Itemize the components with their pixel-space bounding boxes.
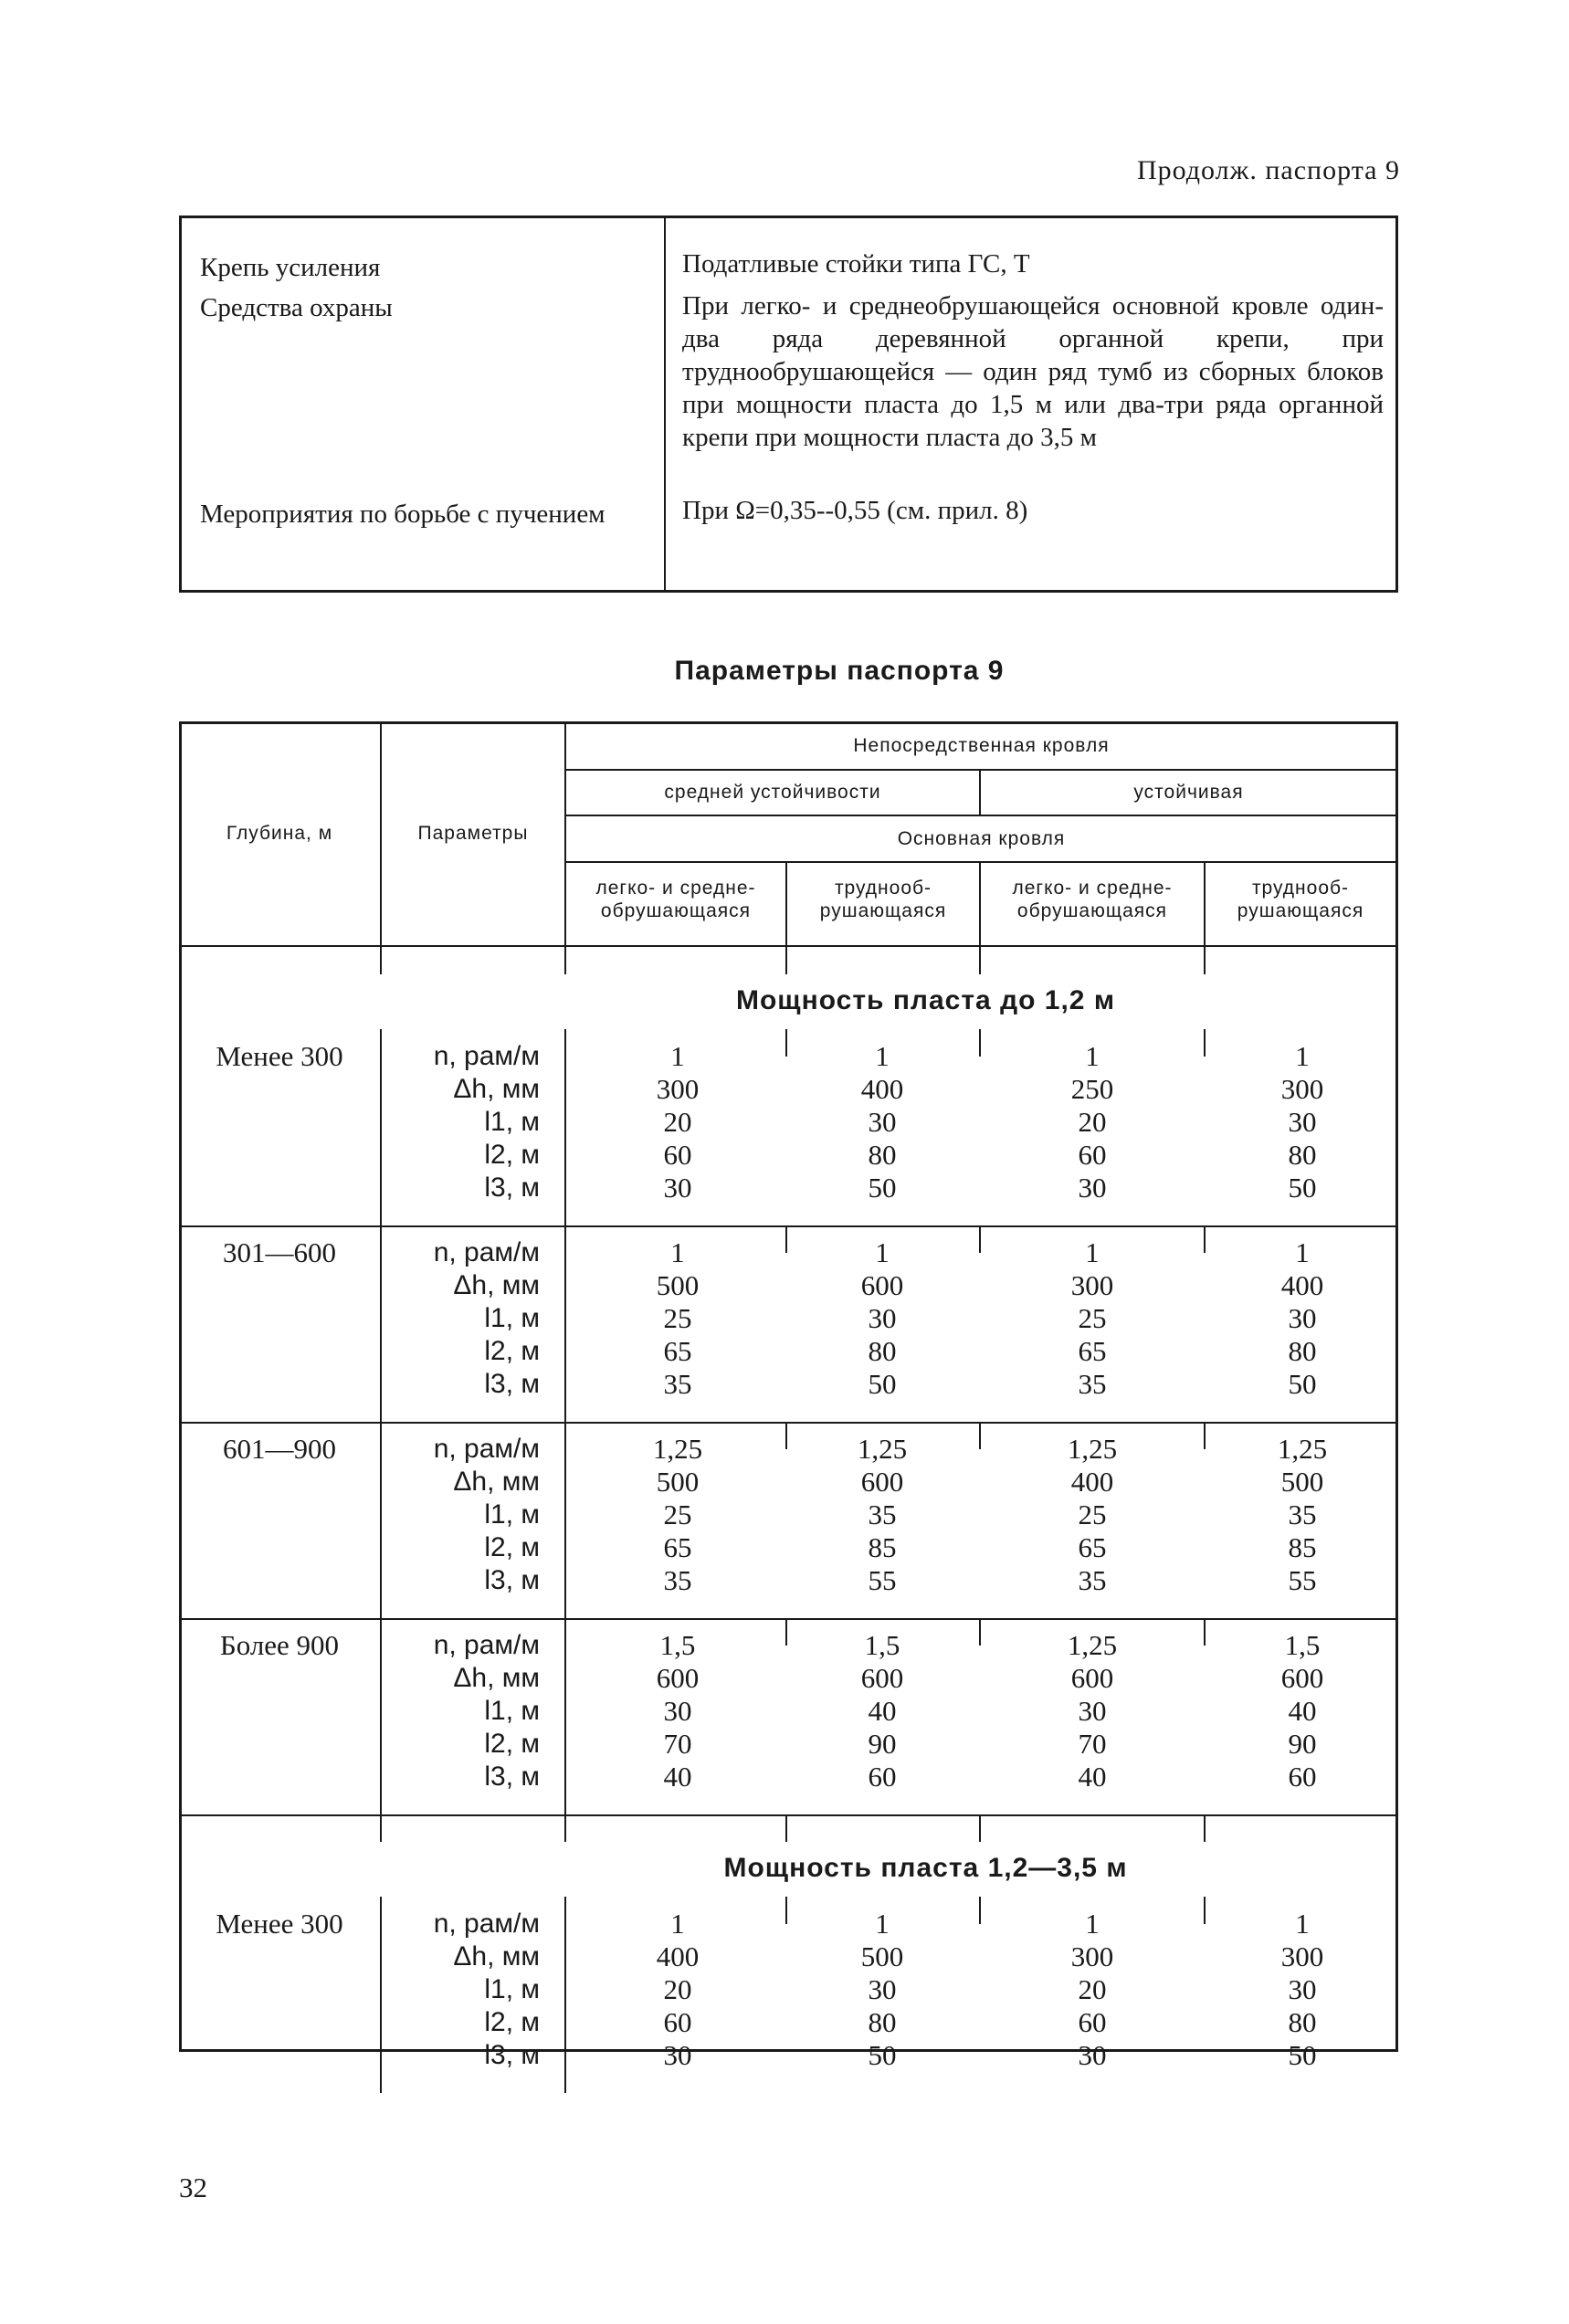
value-cell: 30: [1288, 1106, 1317, 1138]
value-tick: [979, 1618, 981, 1646]
value-tick: [1204, 1225, 1206, 1253]
value-cell: 400: [860, 1073, 904, 1105]
value-column: [586, 1040, 769, 1204]
value-cell: 60: [1288, 1761, 1317, 1793]
value-tick: [785, 1897, 787, 1924]
param-label: l3, м: [484, 2040, 540, 2070]
param-label: l1, м: [484, 1696, 540, 1726]
group-divider: [179, 1422, 1398, 1424]
value-column: [1211, 1908, 1394, 2072]
param-label: n, рам/м: [433, 1237, 540, 1267]
value-cell: 50: [868, 1368, 897, 1400]
value-cell: 80: [1288, 2006, 1317, 2038]
value-column: [1001, 1433, 1184, 1597]
param-cell: [375, 1236, 540, 1401]
depth-cell: Более 900: [219, 1629, 340, 1661]
value-column: [791, 1629, 974, 1793]
value-cell: 80: [1288, 1139, 1317, 1171]
param-cell: [375, 1908, 540, 2072]
value-cell: 1: [1295, 1040, 1310, 1072]
param-label: n, рам/м: [433, 1630, 540, 1660]
col-depth-header: Глубина, м: [226, 823, 333, 844]
param-label: l2, м: [484, 1336, 540, 1366]
value-cell: 60: [1078, 1139, 1107, 1171]
value-column: [1001, 1629, 1184, 1793]
depth-divider: [380, 1225, 382, 1422]
value-tick: [785, 1618, 787, 1646]
section-title: Мощность пласта 1,2—3,5 м: [723, 1853, 1128, 1883]
value-cell: 1: [670, 1236, 685, 1268]
section-stub: [564, 1814, 566, 1842]
sub-col-header: легко- и средне-обрушающаяся: [1012, 878, 1173, 921]
value-cell: 30: [1078, 2039, 1107, 2071]
medium-stability-header: средней устойчивости: [664, 782, 881, 803]
value-cell: 1: [875, 1236, 890, 1268]
column-divider: [664, 218, 666, 590]
row-value-protection: При легко- и среднеобрушающейся основной кровле один-два ряда деревянной органной крепи, при труднообрушающейся — один ряд тумб из сборных блоков при мощности пласта до 1,5 м или два-три ряда органной крепи при мощности пласта до 3,5 м: [682, 291, 1384, 452]
row-label-heaving: Мероприятия по борьбе с пучением: [200, 500, 605, 529]
value-column: [791, 1040, 974, 1204]
depth-cell: 601—900: [223, 1433, 336, 1465]
section-stub: [1204, 1814, 1206, 1842]
value-tick: [785, 1029, 787, 1057]
value-cell: 30: [663, 1695, 692, 1727]
param-label: l3, м: [484, 1369, 540, 1399]
param-label: l2, м: [484, 2007, 540, 2037]
param-label: l3, м: [484, 1173, 540, 1203]
value-cell: 600: [1070, 1662, 1114, 1694]
value-cell: 25: [663, 1302, 692, 1334]
section-stub: [380, 1814, 382, 1842]
group-divider: [179, 1814, 1398, 1816]
value-column: [586, 1236, 769, 1401]
value-cell: 40: [868, 1695, 897, 1727]
param-label: l1, м: [484, 1499, 540, 1530]
value-cell: 85: [868, 1531, 897, 1563]
value-cell: 600: [1280, 1662, 1324, 1694]
value-cell: 80: [868, 1139, 897, 1171]
param-label: Δh, мм: [453, 1467, 540, 1497]
value-cell: 300: [1280, 1073, 1324, 1105]
value-cell: 20: [663, 1973, 692, 2005]
value-cell: 20: [1078, 1106, 1107, 1138]
value-tick: [785, 1225, 787, 1253]
depth-cell: Менее 300: [216, 1040, 343, 1072]
section-stub: [785, 1814, 787, 1842]
value-cell: 1: [670, 1908, 685, 1940]
value-cell: 60: [1078, 2006, 1107, 2038]
sub-col-header: труднооб-рушающаяся: [1237, 878, 1364, 921]
value-tick: [785, 1422, 787, 1449]
value-cell: 1,5: [659, 1629, 696, 1661]
immediate-roof-header: Непосредственная кровля: [853, 735, 1110, 756]
value-cell: 250: [1070, 1073, 1114, 1105]
value-cell: 50: [1288, 1172, 1317, 1204]
depth-cell: 301—600: [223, 1236, 336, 1268]
value-cell: 500: [1280, 1466, 1324, 1498]
value-cell: 65: [1078, 1335, 1107, 1367]
section-stub: [564, 947, 566, 974]
value-cell: 1,25: [857, 1433, 908, 1465]
sub-col-header: труднооб-рушающаяся: [819, 878, 947, 921]
value-cell: 50: [868, 1172, 897, 1204]
value-cell: 1: [670, 1040, 685, 1072]
value-cell: 300: [656, 1073, 700, 1105]
params-divider: [564, 1618, 566, 1814]
value-cell: 1,25: [652, 1433, 703, 1465]
value-cell: 80: [868, 1335, 897, 1367]
row-value-heaving: При Ω=0,35--0,55 (см. прил. 8): [682, 496, 1028, 525]
value-cell: 25: [1078, 1499, 1107, 1530]
value-column: [791, 1908, 974, 2072]
value-cell: 35: [1078, 1564, 1107, 1596]
value-cell: 600: [860, 1662, 904, 1694]
param-label: l2, м: [484, 1729, 540, 1759]
value-cell: 40: [663, 1761, 692, 1793]
border-top: [179, 721, 1398, 724]
value-column: [1001, 1040, 1184, 1204]
param-label: l2, м: [484, 1140, 540, 1170]
value-cell: 400: [1070, 1466, 1114, 1498]
value-cell: 300: [1070, 1269, 1114, 1301]
value-cell: 400: [656, 1940, 700, 1972]
value-cell: 30: [663, 1172, 692, 1204]
section-stub: [979, 1814, 981, 1842]
value-cell: 1: [1085, 1040, 1100, 1072]
param-label: l3, м: [484, 1565, 540, 1595]
value-column: [1211, 1236, 1394, 1401]
param-label: n, рам/м: [433, 1434, 540, 1464]
section-stub: [380, 947, 382, 974]
value-cell: 70: [663, 1728, 692, 1760]
value-cell: 500: [656, 1466, 700, 1498]
value-cell: 20: [1078, 1973, 1107, 2005]
value-tick: [1204, 1618, 1206, 1646]
value-cell: 20: [663, 1106, 692, 1138]
value-cell: 1,25: [1067, 1433, 1118, 1465]
section-stub: [1204, 947, 1206, 974]
value-cell: 600: [656, 1662, 700, 1694]
value-cell: 25: [1078, 1302, 1107, 1334]
param-cell: [375, 1629, 540, 1793]
value-column: [1211, 1040, 1394, 1204]
value-tick: [1204, 1897, 1206, 1924]
depth-divider: [380, 1422, 382, 1618]
main-roof-header: Основная кровля: [897, 828, 1066, 849]
value-column: [791, 1433, 974, 1597]
params-divider: [564, 1225, 566, 1422]
header-line-3: [564, 861, 1398, 863]
value-tick: [1204, 1422, 1206, 1449]
value-cell: 85: [1288, 1531, 1317, 1563]
value-cell: 1: [1085, 1236, 1100, 1268]
row-label-protection: Средства охраны: [200, 293, 393, 322]
value-cell: 1: [875, 1908, 890, 1940]
header-divider-sub3: [1204, 863, 1206, 947]
value-cell: 80: [868, 2006, 897, 2038]
value-cell: 35: [1288, 1499, 1317, 1530]
param-label: Δh, мм: [453, 1941, 540, 1972]
value-cell: 25: [663, 1499, 692, 1530]
value-tick: [979, 1225, 981, 1253]
param-label: l1, м: [484, 1107, 540, 1137]
value-cell: 35: [663, 1368, 692, 1400]
value-cell: 40: [1078, 1761, 1107, 1793]
value-cell: 90: [1288, 1728, 1317, 1760]
row-value-reinforcement: Податливые стойки типа ГС, Т: [682, 249, 1030, 279]
header-line-1: [564, 769, 1398, 771]
value-cell: 65: [663, 1531, 692, 1563]
value-cell: 1: [1295, 1908, 1310, 1940]
value-cell: 60: [868, 1761, 897, 1793]
header-divider-sub2: [979, 863, 981, 947]
value-cell: 30: [1078, 1695, 1107, 1727]
sub-col-header: легко- и средне-обрушающаяся: [595, 878, 756, 921]
value-cell: 70: [1078, 1728, 1107, 1760]
section-stub: [979, 947, 981, 974]
value-cell: 60: [663, 1139, 692, 1171]
value-cell: 1,25: [1067, 1629, 1118, 1661]
param-cell: [375, 1040, 540, 1204]
param-label: Δh, мм: [453, 1074, 540, 1104]
page-number: 32: [179, 2172, 207, 2203]
header-line-2: [564, 815, 1398, 816]
table-title: Параметры паспорта 9: [674, 656, 1005, 686]
value-cell: 80: [1288, 1335, 1317, 1367]
value-cell: 90: [868, 1728, 897, 1760]
group-divider: [179, 1618, 1398, 1620]
value-cell: 1,5: [864, 1629, 900, 1661]
section-stub: [785, 947, 787, 974]
value-cell: 30: [1078, 1172, 1107, 1204]
value-cell: 35: [1078, 1368, 1107, 1400]
value-cell: 35: [663, 1564, 692, 1596]
group-divider: [179, 1225, 1398, 1227]
value-column: [1211, 1433, 1394, 1597]
depth-cell: Менее 300: [216, 1908, 343, 1940]
param-label: n, рам/м: [433, 1041, 540, 1071]
param-label: l1, м: [484, 1303, 540, 1333]
value-column: [1211, 1629, 1394, 1793]
value-cell: 300: [1280, 1940, 1324, 1972]
value-cell: 30: [868, 1106, 897, 1138]
value-column: [1001, 1236, 1184, 1401]
header-divider-sub1: [785, 863, 787, 947]
value-cell: 600: [860, 1269, 904, 1301]
value-column: [586, 1629, 769, 1793]
value-tick: [979, 1029, 981, 1057]
params-divider: [564, 1422, 566, 1618]
value-cell: 50: [1288, 1368, 1317, 1400]
param-label: Δh, мм: [453, 1663, 540, 1693]
value-cell: 30: [868, 1302, 897, 1334]
value-cell: 500: [656, 1269, 700, 1301]
value-cell: 30: [1288, 1973, 1317, 2005]
value-cell: 500: [860, 1940, 904, 1972]
params-divider: [564, 1897, 566, 2093]
depth-divider: [380, 1029, 382, 1225]
value-cell: 65: [663, 1335, 692, 1367]
value-cell: 1: [1295, 1236, 1310, 1268]
value-cell: 30: [1288, 1302, 1317, 1334]
value-cell: 1,5: [1284, 1629, 1321, 1661]
param-label: l2, м: [484, 1532, 540, 1562]
value-cell: 1,25: [1277, 1433, 1328, 1465]
value-tick: [1204, 1029, 1206, 1057]
value-cell: 1: [875, 1040, 890, 1072]
value-cell: 60: [663, 2006, 692, 2038]
parameters-table: [179, 721, 1398, 2071]
value-cell: 600: [860, 1466, 904, 1498]
value-cell: 35: [868, 1499, 897, 1530]
header-line-4: [179, 945, 1398, 947]
param-label: n, рам/м: [433, 1909, 540, 1939]
value-tick: [979, 1422, 981, 1449]
row-label-reinforcement: Крепь усиления: [200, 253, 381, 282]
col-params-header: Параметры: [417, 823, 529, 844]
value-cell: 50: [868, 2039, 897, 2071]
value-cell: 50: [1288, 2039, 1317, 2071]
depth-divider: [380, 1618, 382, 1814]
value-cell: 1: [1085, 1908, 1100, 1940]
continuation-header: Продолж. паспорта 9: [1136, 155, 1400, 185]
value-cell: 30: [868, 1973, 897, 2005]
value-cell: 55: [868, 1564, 897, 1596]
param-label: l3, м: [484, 1761, 540, 1792]
stable-header: устойчивая: [1133, 782, 1244, 803]
params-divider: [564, 1029, 566, 1225]
param-cell: [375, 1433, 540, 1597]
value-column: [1001, 1908, 1184, 2072]
value-tick: [979, 1897, 981, 1924]
support-table: [179, 216, 1398, 593]
value-cell: 30: [663, 2039, 692, 2071]
param-label: l1, м: [484, 1974, 540, 2004]
value-cell: 400: [1280, 1269, 1324, 1301]
value-column: [586, 1433, 769, 1597]
value-cell: 65: [1078, 1531, 1107, 1563]
value-column: [791, 1236, 974, 1401]
value-column: [586, 1908, 769, 2072]
value-cell: 40: [1288, 1695, 1317, 1727]
value-cell: 300: [1070, 1940, 1114, 1972]
section-title: Мощность пласта до 1,2 м: [735, 985, 1116, 1015]
depth-divider: [380, 1897, 382, 2093]
value-cell: 55: [1288, 1564, 1317, 1596]
param-label: Δh, мм: [453, 1270, 540, 1300]
